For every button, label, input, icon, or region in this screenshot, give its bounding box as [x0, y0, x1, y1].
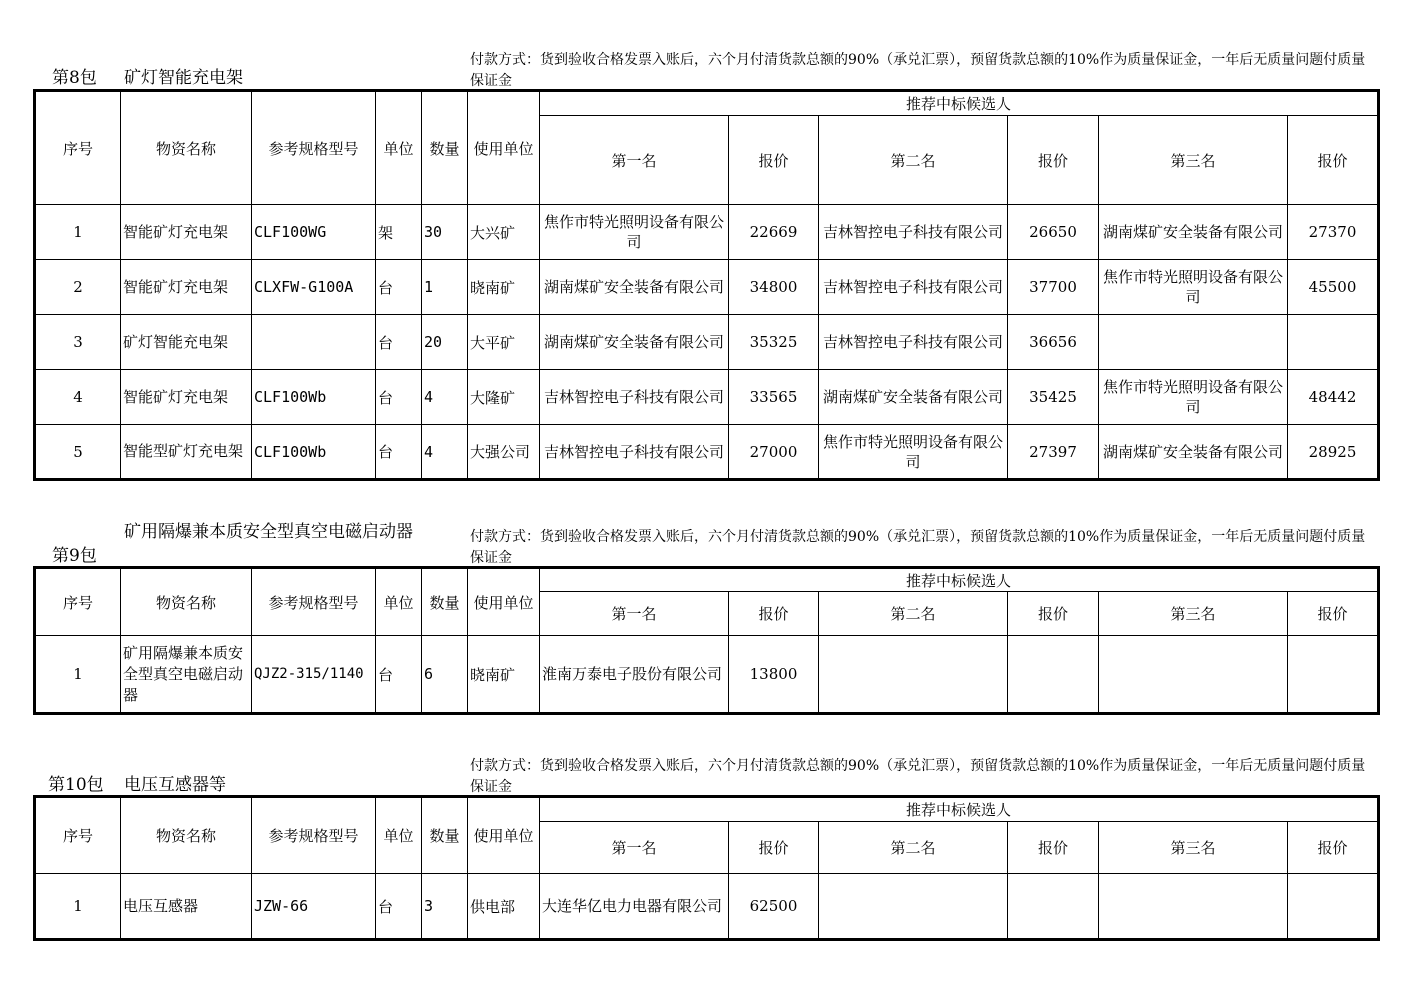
cell-price-2	[1008, 636, 1099, 714]
cell-name: 智能矿灯充电架	[121, 260, 252, 315]
header-price-3: 报价	[1288, 592, 1379, 636]
cell-spec: CLF100Wb	[252, 425, 376, 480]
payment-terms: 付款方式：货到验收合格发票入账后，六个月付清货款总额的90%（承兑汇票），预留货款总额的10%作为质量保证金，一年后无质量问题付质量保证金	[470, 52, 1366, 89]
cell-user: 晓南矿	[468, 260, 540, 315]
header-name: 物资名称	[121, 797, 252, 874]
cell-price-3	[1288, 874, 1379, 940]
header-third: 第三名	[1099, 592, 1288, 636]
cell-first: 湖南煤矿安全装备有限公司	[540, 260, 729, 315]
cell-qty: 1	[422, 260, 468, 315]
cell-price-3	[1288, 636, 1379, 714]
cell-qty: 3	[422, 874, 468, 940]
table-row	[35, 874, 1379, 940]
table-row	[35, 425, 1379, 480]
cell-third	[1099, 315, 1288, 370]
header-seq: 序号	[35, 91, 121, 205]
header-qty: 数量	[422, 568, 468, 636]
cell-qty: 4	[422, 425, 468, 480]
cell-spec: QJZ2-315/1140	[252, 636, 376, 714]
cell-first: 吉林智控电子科技有限公司	[540, 370, 729, 425]
cell-price-1: 62500	[729, 874, 819, 940]
table-row	[35, 636, 1379, 714]
header-qty: 数量	[422, 797, 468, 874]
cell-spec: JZW-66	[252, 874, 376, 940]
header-price-2: 报价	[1008, 592, 1099, 636]
cell-price-2	[1008, 874, 1099, 940]
cell-first: 淮南万泰电子股份有限公司	[540, 636, 729, 714]
cell-unit: 台	[376, 874, 422, 940]
table-row	[35, 260, 1379, 315]
cell-unit: 台	[376, 260, 422, 315]
cell-user: 大隆矿	[468, 370, 540, 425]
cell-name: 电压互感器	[121, 874, 252, 940]
cell-price-1: 34800	[729, 260, 819, 315]
cell-spec: CLF100WG	[252, 205, 376, 260]
cell-price-2: 27397	[1008, 425, 1099, 480]
header-unit: 单位	[376, 797, 422, 874]
header-spec: 参考规格型号	[252, 568, 376, 636]
cell-name: 智能矿灯充电架	[121, 370, 252, 425]
header-user: 使用单位	[468, 568, 540, 636]
cell-price-1: 33565	[729, 370, 819, 425]
cell-seq: 1	[35, 636, 121, 714]
cell-unit: 架	[376, 205, 422, 260]
cell-first: 焦作市特光照明设备有限公司	[540, 205, 729, 260]
cell-first: 吉林智控电子科技有限公司	[540, 425, 729, 480]
package-title: 电压互感器等	[124, 775, 226, 795]
header-user: 使用单位	[468, 91, 540, 205]
package-number: 第8包	[52, 68, 97, 88]
header-recommend: 推荐中标候选人	[540, 797, 1379, 822]
cell-second	[819, 874, 1008, 940]
payment-terms: 付款方式：货到验收合格发票入账后，六个月付清货款总额的90%（承兑汇票），预留货款总额的10%作为质量保证金，一年后无质量问题付质量保证金	[470, 529, 1366, 566]
cell-seq: 4	[35, 370, 121, 425]
cell-seq: 3	[35, 315, 121, 370]
cell-third: 焦作市特光照明设备有限公司	[1099, 370, 1288, 425]
bid-table	[33, 566, 1380, 715]
cell-seq: 2	[35, 260, 121, 315]
cell-unit: 台	[376, 425, 422, 480]
header-price-2: 报价	[1008, 822, 1099, 874]
cell-price-3: 28925	[1288, 425, 1379, 480]
header-recommend: 推荐中标候选人	[540, 91, 1379, 116]
header-price-1: 报价	[729, 822, 819, 874]
table-row	[35, 315, 1379, 370]
cell-second: 湖南煤矿安全装备有限公司	[819, 370, 1008, 425]
header-unit: 单位	[376, 568, 422, 636]
cell-spec: CLF100Wb	[252, 370, 376, 425]
cell-qty: 6	[422, 636, 468, 714]
package-title: 矿用隔爆兼本质安全型真空电磁启动器	[124, 522, 413, 542]
cell-second	[819, 636, 1008, 714]
cell-second: 吉林智控电子科技有限公司	[819, 315, 1008, 370]
header-qty: 数量	[422, 91, 468, 205]
header-spec: 参考规格型号	[252, 797, 376, 874]
package-title: 矿灯智能充电架	[124, 68, 243, 88]
cell-price-1: 35325	[729, 315, 819, 370]
cell-price-1: 22669	[729, 205, 819, 260]
package-number: 第9包	[52, 546, 97, 566]
cell-user: 大强公司	[468, 425, 540, 480]
cell-price-1: 27000	[729, 425, 819, 480]
cell-third: 湖南煤矿安全装备有限公司	[1099, 205, 1288, 260]
cell-price-2: 26650	[1008, 205, 1099, 260]
header-price-2: 报价	[1008, 116, 1099, 205]
header-price-3: 报价	[1288, 822, 1379, 874]
payment-terms: 付款方式：货到验收合格发票入账后，六个月付清货款总额的90%（承兑汇票），预留货款总额的10%作为质量保证金，一年后无质量问题付质量保证金	[470, 758, 1366, 795]
header-seq: 序号	[35, 568, 121, 636]
cell-qty: 20	[422, 315, 468, 370]
bid-table	[33, 795, 1380, 941]
header-first: 第一名	[540, 592, 729, 636]
table-row	[35, 370, 1379, 425]
table-row	[35, 205, 1379, 260]
header-price-1: 报价	[729, 592, 819, 636]
cell-user: 晓南矿	[468, 636, 540, 714]
header-name: 物资名称	[121, 568, 252, 636]
header-second: 第二名	[819, 116, 1008, 205]
cell-price-3: 48442	[1288, 370, 1379, 425]
package-number: 第10包	[48, 775, 104, 795]
cell-price-3: 45500	[1288, 260, 1379, 315]
cell-third: 焦作市特光照明设备有限公司	[1099, 260, 1288, 315]
cell-spec	[252, 315, 376, 370]
header-name: 物资名称	[121, 91, 252, 205]
cell-name: 智能型矿灯充电架	[121, 425, 252, 480]
cell-price-2: 37700	[1008, 260, 1099, 315]
cell-user: 供电部	[468, 874, 540, 940]
cell-user: 大兴矿	[468, 205, 540, 260]
header-seq: 序号	[35, 797, 121, 874]
cell-second: 焦作市特光照明设备有限公司	[819, 425, 1008, 480]
cell-seq: 5	[35, 425, 121, 480]
header-unit: 单位	[376, 91, 422, 205]
header-spec: 参考规格型号	[252, 91, 376, 205]
header-first: 第一名	[540, 822, 729, 874]
cell-price-3: 27370	[1288, 205, 1379, 260]
header-price-3: 报价	[1288, 116, 1379, 205]
cell-third	[1099, 636, 1288, 714]
header-price-1: 报价	[729, 116, 819, 205]
cell-user: 大平矿	[468, 315, 540, 370]
cell-seq: 1	[35, 205, 121, 260]
cell-name: 矿灯智能充电架	[121, 315, 252, 370]
cell-first: 大连华亿电力电器有限公司	[540, 874, 729, 940]
cell-qty: 30	[422, 205, 468, 260]
cell-second: 吉林智控电子科技有限公司	[819, 260, 1008, 315]
cell-unit: 台	[376, 315, 422, 370]
cell-unit: 台	[376, 636, 422, 714]
header-user: 使用单位	[468, 797, 540, 874]
cell-name: 矿用隔爆兼本质安全型真空电磁启动器	[121, 636, 252, 714]
bid-table	[33, 89, 1380, 481]
header-first: 第一名	[540, 116, 729, 205]
cell-second: 吉林智控电子科技有限公司	[819, 205, 1008, 260]
cell-price-3	[1288, 315, 1379, 370]
header-third: 第三名	[1099, 822, 1288, 874]
cell-unit: 台	[376, 370, 422, 425]
cell-qty: 4	[422, 370, 468, 425]
cell-third: 湖南煤矿安全装备有限公司	[1099, 425, 1288, 480]
header-second: 第二名	[819, 822, 1008, 874]
cell-price-2: 35425	[1008, 370, 1099, 425]
cell-price-1: 13800	[729, 636, 819, 714]
cell-seq: 1	[35, 874, 121, 940]
cell-price-2: 36656	[1008, 315, 1099, 370]
cell-name: 智能矿灯充电架	[121, 205, 252, 260]
header-third: 第三名	[1099, 116, 1288, 205]
cell-spec: CLXFW-G100A	[252, 260, 376, 315]
header-second: 第二名	[819, 592, 1008, 636]
cell-third	[1099, 874, 1288, 940]
header-recommend: 推荐中标候选人	[540, 568, 1379, 592]
cell-first: 湖南煤矿安全装备有限公司	[540, 315, 729, 370]
